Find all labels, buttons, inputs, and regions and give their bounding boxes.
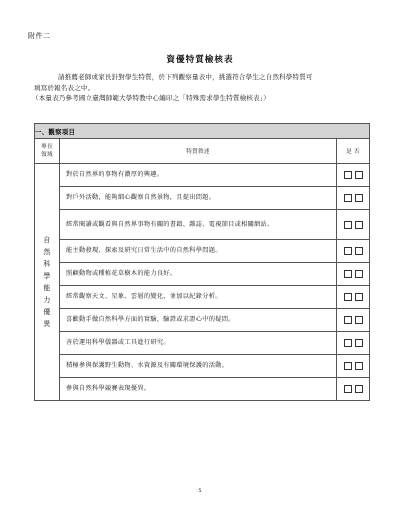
- no-checkbox[interactable]: [355, 339, 363, 347]
- domain-column-header: [35, 139, 60, 164]
- yes-checkbox[interactable]: [344, 293, 352, 301]
- trait-text: 積極參與保護野生動物、水資源及有關環境保護的活動。: [60, 355, 337, 378]
- trait-column-header: 特質敘述: [60, 139, 337, 164]
- yes-no-cell: [337, 378, 370, 401]
- no-checkbox[interactable]: [355, 194, 363, 202]
- yes-checkbox[interactable]: [344, 221, 352, 229]
- trait-text: 參與自然科學競賽表現優異。: [60, 378, 337, 401]
- table-row: [35, 309, 370, 332]
- no-checkbox[interactable]: [355, 247, 363, 255]
- table-row: [35, 355, 370, 378]
- table-row: [35, 210, 370, 240]
- trait-text: 對戶外活動，能夠細心觀察自然景物，且提出問題。: [60, 187, 337, 210]
- yes-checkbox[interactable]: [344, 194, 352, 202]
- no-checkbox[interactable]: [355, 385, 363, 393]
- yes-checkbox[interactable]: [344, 270, 352, 278]
- no-checkbox[interactable]: [355, 316, 363, 324]
- intro-text: [34, 72, 374, 104]
- trait-text: 對於自然界的事物有濃厚的興趣。: [60, 164, 337, 187]
- domain-char: 學: [43, 272, 51, 280]
- domain-char: 優: [43, 308, 51, 316]
- intro-note: （本量表乃參考國立臺灣師範大學特教中心編印之「特殊需求學生特質檢核表」）: [32, 94, 270, 102]
- intro-line-2: 填寫於報名表之中。: [34, 83, 95, 92]
- domain-char: 力: [43, 296, 51, 304]
- trait-text: 喜歡動手做自然科學方面的實驗，驗證或求證心中的疑問。: [60, 309, 337, 332]
- table-row: [35, 164, 370, 187]
- table-row: [35, 378, 370, 401]
- no-checkbox[interactable]: [355, 362, 363, 370]
- yes-no-column-header: 是 否: [337, 139, 370, 164]
- yes-no-cell: [337, 240, 370, 263]
- page-number: 5: [198, 488, 202, 494]
- trait-text: 經常閱讀或觀看與自然界事物有關的書籍、雜誌、電視節目或相關網站。: [60, 210, 337, 240]
- table-row: [35, 286, 370, 309]
- yes-checkbox[interactable]: [344, 339, 352, 347]
- table-row: [35, 332, 370, 355]
- no-checkbox[interactable]: [355, 171, 363, 179]
- yes-checkbox[interactable]: [344, 316, 352, 324]
- yes-no-cell: [337, 164, 370, 187]
- yes-no-cell: [337, 210, 370, 240]
- table-row: [35, 263, 370, 286]
- domain-char: 然: [43, 248, 51, 256]
- domain-header-line-1: 專長: [41, 144, 53, 150]
- yes-checkbox[interactable]: [344, 171, 352, 179]
- section-title: 一、觀察項目: [35, 124, 370, 139]
- yes-no-cell: [337, 355, 370, 378]
- no-checkbox[interactable]: [355, 221, 363, 229]
- trait-text: 能主動發現、探索及研究日常生活中的自然科學問題。: [60, 240, 337, 263]
- checklist-table: [34, 123, 370, 401]
- yes-checkbox[interactable]: [344, 362, 352, 370]
- trait-text: 善於運用科學儀器或工具進行研究。: [60, 332, 337, 355]
- domain-char: 異: [43, 320, 51, 328]
- domain-char: 科: [43, 260, 51, 268]
- domain-char: 自: [43, 236, 51, 244]
- table-row: [35, 187, 370, 210]
- section-header-row: [35, 124, 370, 139]
- trait-text: 照顧動物或種植花草樹木的能力良好。: [60, 263, 337, 286]
- yes-no-cell: [337, 332, 370, 355]
- yes-no-cell: [337, 309, 370, 332]
- page-title: 資優特質檢核表: [166, 55, 234, 65]
- domain-cell: [35, 164, 60, 401]
- annex-label: 附件二: [28, 32, 51, 40]
- yes-no-cell: [337, 286, 370, 309]
- yes-checkbox[interactable]: [344, 385, 352, 393]
- domain-char: 能: [43, 284, 51, 292]
- yes-no-cell: [337, 187, 370, 210]
- yes-checkbox[interactable]: [344, 247, 352, 255]
- intro-line-1: 請推薦老師或家長針對學生特質，於下列觀察量表中，挑選符合學生之自然科學特質可: [58, 73, 313, 81]
- domain-header-line-2: 領域: [41, 152, 53, 158]
- no-checkbox[interactable]: [355, 270, 363, 278]
- no-checkbox[interactable]: [355, 293, 363, 301]
- column-header-row: [35, 139, 370, 164]
- yes-no-cell: [337, 263, 370, 286]
- trait-text: 經常觀察天文、星象、雲層的變化，並加以紀錄分析。: [60, 286, 337, 309]
- table-row: [35, 240, 370, 263]
